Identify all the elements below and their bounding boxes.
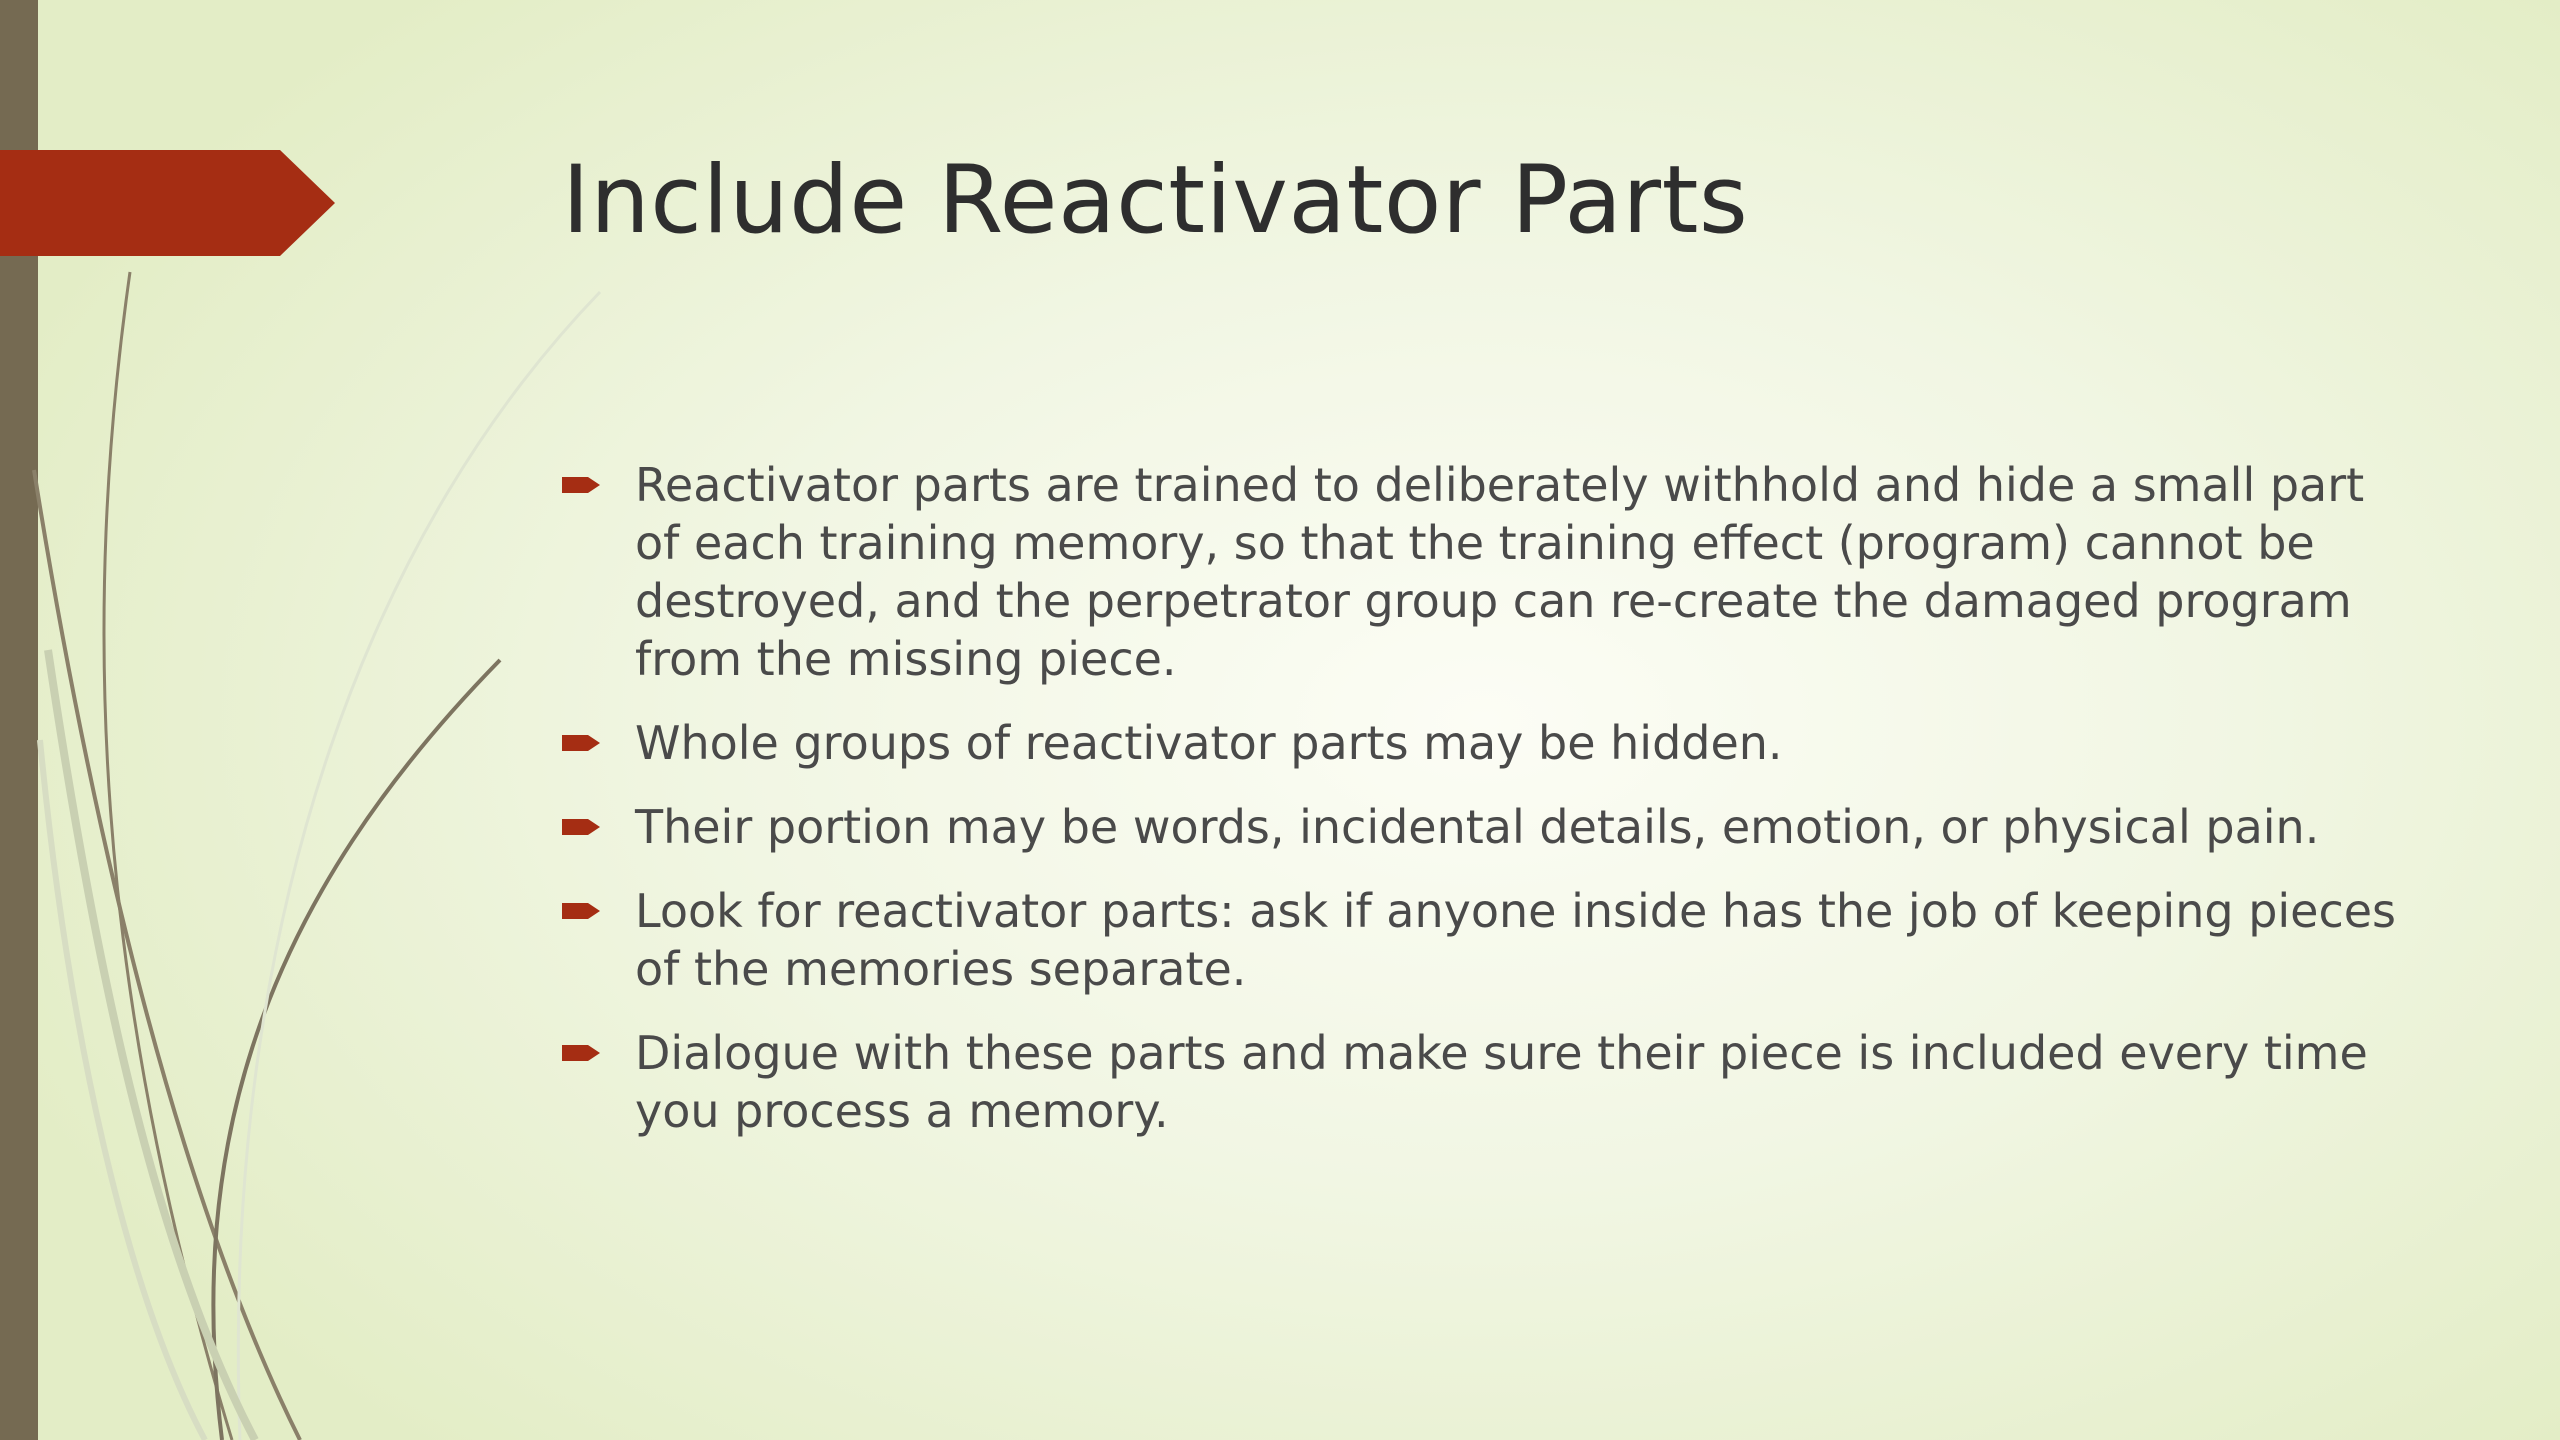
title-accent-banner	[0, 150, 335, 256]
arrow-bullet-icon	[562, 900, 602, 922]
bullet-text: Whole groups of reactivator parts may be hidden.	[635, 716, 1783, 770]
bullet-item	[562, 882, 2402, 998]
bullet-list	[562, 456, 2402, 1166]
arrow-bullet-icon	[562, 732, 602, 754]
bullet-item	[562, 456, 2402, 688]
arrow-bullet-icon	[562, 816, 602, 838]
bullet-item	[562, 714, 2402, 772]
arrow-bullet-icon	[562, 474, 602, 496]
slide-title: Include Reactivator Parts	[562, 146, 1749, 255]
bullet-text: Reactivator parts are trained to deliberately withhold and hide a small part of each training memory, so that the training effect (program) cannot be destroyed, and the perpetrator group can re-create the damaged program from the missing piece.	[635, 458, 2365, 686]
bullet-text: Look for reactivator parts: ask if anyone inside has the job of keeping pieces of the memories separate.	[635, 884, 2397, 996]
arrow-bullet-icon	[562, 1042, 602, 1064]
bullet-item	[562, 1024, 2402, 1140]
bullet-item	[562, 798, 2402, 856]
bullet-text: Their portion may be words, incidental details, emotion, or physical pain.	[635, 800, 2320, 854]
bullet-text: Dialogue with these parts and make sure their piece is included every time you process a memory.	[635, 1026, 2368, 1138]
